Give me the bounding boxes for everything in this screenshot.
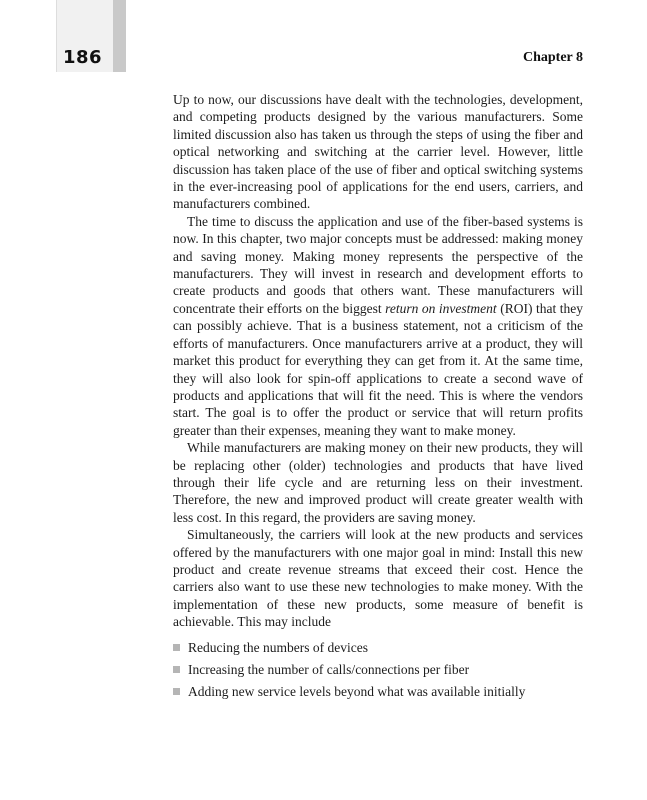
list-item (173, 639, 583, 656)
page-tab-stripe (113, 0, 126, 72)
paragraph-2 (173, 213, 583, 439)
square-bullet-icon (173, 666, 180, 673)
roi-emphasis: return on investment (385, 300, 497, 316)
square-bullet-icon (173, 688, 180, 695)
list-item (173, 661, 583, 678)
paragraph-2-text-before: The time to discuss the application and use of the fiber-based systems is now. In this chapter, two major concepts must be addressed: making money and saving money. Making money represents the perspective of the manufacturers. They will invest in research and development efforts to create products and goods that others want. These manufacturers will concentrate their efforts on the biggest (173, 213, 583, 316)
square-bullet-icon (173, 644, 180, 651)
page-number: 186 (63, 47, 103, 68)
benefit-list (173, 639, 583, 701)
paragraph-2-text-after: (ROI) that they can possibly achieve. That is a business statement, not a criticism of the efforts of manufacturers. Once manufacturers arrive at a product, they will market this product for everything they can get from it. At the same time, they will also look for spin-off applications to create a second wave of products and applications that will fit the need. This is where the vendors start. The goal is to offer the product or service that will return profits greater than their expenses, meaning they want to make money. (173, 300, 583, 438)
paragraph-4: Simultaneously, the carriers will look at the new products and services offered by the manufacturers with one major goal in mind: Install this new product and create revenue streams that exceed their cost. Hence the carriers also want to use these new technologies to make money. With the implementation of these new products, some measure of benefit is achievable. This may include (173, 527, 583, 630)
list-item (173, 683, 583, 700)
body-text (173, 91, 583, 706)
paragraph-1: Up to now, our discussions have dealt with the technologies, development, and competing products designed by the various manufacturers. Some limited discussion also has taken us through the steps of using the fiber and optical networking and switching at the carrier level. However, little discussion has taken place of the use of fiber and optical switching systems in the ever-increasing pool of applications for the end users, carriers, and manufacturers combined. (173, 92, 583, 212)
running-header-chapter: Chapter 8 (522, 50, 583, 65)
paragraph-3: While manufacturers are making money on their new products, they will be replacing other (older) technologies and products that have lived through their life cycle and are returning less on their investment. Therefore, the new and improved product will create greater wealth with less cost. In this regard, the providers are saving money. (173, 440, 583, 525)
list-item-text: Adding new service levels beyond what was available initially (188, 684, 526, 700)
list-item-text: Increasing the number of calls/connections per fiber (188, 662, 470, 677)
list-item-text: Reducing the numbers of devices (188, 639, 368, 655)
